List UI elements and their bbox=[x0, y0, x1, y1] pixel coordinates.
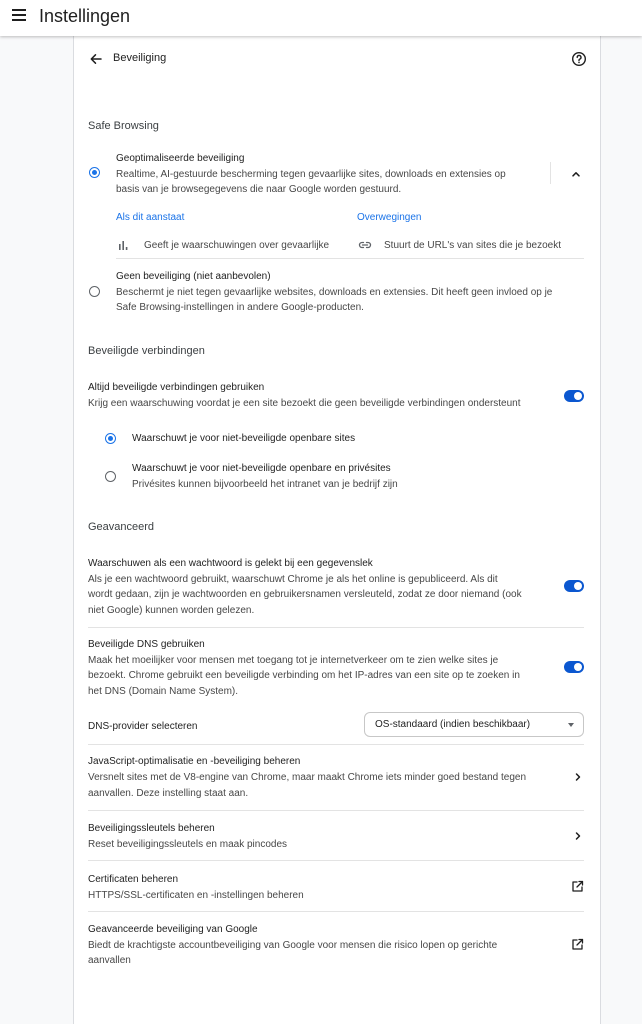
dns-provider-value: OS-standaard (indien beschikbaar) bbox=[375, 719, 531, 730]
always-https-title: Altijd beveiligde verbindingen gebruiken bbox=[88, 382, 265, 393]
hamburger-menu-icon[interactable] bbox=[12, 9, 26, 22]
password-leak-description-2: wordt gedaan, zijn je wachtwoorden en gebruikersnamen versleuteld, zodat ze door niemand (ook bbox=[88, 589, 522, 600]
secure-dns-description-3: het DNS (Domain Name System). bbox=[88, 686, 239, 697]
radio-enhanced-protection[interactable] bbox=[89, 167, 100, 178]
no-protection-description-1: Beschermt je niet tegen gevaarlijke websites, downloads en extensies. Dit heeft geen invloed op je bbox=[116, 287, 553, 298]
dns-provider-label: DNS-provider selecteren bbox=[88, 721, 198, 732]
radio-no-protection[interactable] bbox=[89, 286, 100, 297]
open-in-new-icon bbox=[571, 880, 584, 893]
always-https-toggle[interactable] bbox=[564, 390, 584, 402]
certificates-title: Certificaten beheren bbox=[88, 874, 179, 885]
security-keys-title: Beveiligingssleutels beheren bbox=[88, 823, 215, 834]
warn-public-private-sites-label: Waarschuwt je voor niet-beveiligde openbare en privésites bbox=[132, 463, 391, 474]
javascript-optimization-description-2: aanvallen. Deze instelling staat aan. bbox=[88, 788, 249, 799]
password-leak-toggle[interactable] bbox=[564, 580, 584, 592]
enhanced-protection-description-1: Realtime, AI-gestuurde bescherming tegen gevaarlijke sites, downloads en extensies op bbox=[116, 169, 506, 180]
radio-warn-public-sites[interactable] bbox=[105, 433, 116, 444]
section-heading-secure-connections: Beveiligde verbindingen bbox=[88, 345, 205, 357]
considerations-link[interactable]: Overwegingen bbox=[357, 212, 422, 223]
warn-public-private-sites-description: Privésites kunnen bijvoorbeeld het intranet van je bedrijf zijn bbox=[132, 479, 398, 490]
open-in-new-icon bbox=[571, 938, 584, 951]
password-leak-title: Waarschuwen als een wachtwoord is gelekt bij een gegevenslek bbox=[88, 558, 373, 569]
top-bar bbox=[0, 0, 642, 36]
javascript-optimization-title: JavaScript-optimalisatie en -beveiliging beheren bbox=[88, 756, 301, 767]
section-heading-advanced: Geavanceerd bbox=[88, 521, 155, 533]
password-leak-description-1: Als je een wachtwoord gebruikt, waarschuwt Chrome je als het online is gepubliceerd. Als dit bbox=[88, 574, 498, 585]
radio-warn-public-private-sites[interactable] bbox=[105, 471, 116, 482]
advanced-protection-title: Geavanceerde beveiliging van Google bbox=[88, 924, 258, 935]
caret-down-icon bbox=[568, 723, 574, 727]
advanced-protection-description-2: aanvallen bbox=[88, 955, 131, 966]
secure-dns-description-1: Maak het moeilijker voor mensen met toegang tot je internetverkeer om te zien welke sites je bbox=[88, 655, 499, 666]
expand-divider bbox=[550, 162, 551, 184]
no-protection-description-2: Safe Browsing-instellingen in andere Google-producten. bbox=[116, 302, 364, 313]
secure-dns-description-2: bezoekt. Chrome gebruikt een beveiligde verbinding om het IP-adres van een site op te zoeken in bbox=[88, 670, 520, 681]
advanced-protection-description-1: Biedt de krachtigste accountbeveiliging van Google voor mensen die risico lopen op gerichte bbox=[88, 940, 498, 951]
app-title: Instellingen bbox=[39, 6, 131, 26]
secure-dns-toggle[interactable] bbox=[564, 661, 584, 673]
javascript-optimization-description-1: Versnelt sites met de V8-engine van Chrome, maar maakt Chrome iets minder goed bestand tegen bbox=[88, 772, 527, 783]
divider bbox=[116, 258, 584, 259]
chevron-up-icon[interactable] bbox=[570, 168, 582, 180]
enhanced-protection-title: Geoptimaliseerde beveiliging bbox=[116, 153, 245, 164]
secure-dns-title: Beveiligde DNS gebruiken bbox=[88, 639, 205, 650]
enhanced-protection-description-2: basis van je browsegegevens die naar Google worden gestuurd. bbox=[116, 184, 402, 195]
security-keys-description: Reset beveiligingssleutels en maak pincodes bbox=[88, 839, 288, 850]
settings-card bbox=[73, 36, 601, 1024]
bar-chart-icon bbox=[118, 239, 130, 251]
page-title: Beveiliging bbox=[113, 52, 167, 64]
section-heading-safe-browsing: Safe Browsing bbox=[88, 120, 159, 132]
no-protection-title: Geen beveiliging (niet aanbevolen) bbox=[116, 271, 271, 282]
chevron-right-icon bbox=[572, 771, 584, 783]
link-icon bbox=[358, 239, 372, 251]
divider bbox=[88, 627, 584, 628]
password-leak-description-3: niet Google) kunnen worden gelezen. bbox=[88, 605, 255, 616]
help-circle-icon[interactable] bbox=[571, 51, 587, 67]
arrow-left-icon[interactable] bbox=[88, 51, 104, 67]
chevron-right-icon bbox=[572, 830, 584, 842]
consideration-urls-text: Stuurt de URL's van sites die je bezoekt bbox=[384, 240, 562, 251]
dns-provider-select[interactable] bbox=[364, 712, 584, 737]
certificates-description: HTTPS/SSL-certificaten en -instellingen beheren bbox=[88, 890, 304, 901]
benefit-warnings-text: Geeft je waarschuwingen over gevaarlijke bbox=[144, 240, 330, 251]
when-on-link[interactable]: Als dit aanstaat bbox=[116, 212, 185, 223]
warn-public-sites-label: Waarschuwt je voor niet-beveiligde openbare sites bbox=[132, 433, 356, 444]
always-https-description: Krijg een waarschuwing voordat je een site bezoekt die geen beveiligde verbindingen ondersteunt bbox=[88, 398, 521, 409]
